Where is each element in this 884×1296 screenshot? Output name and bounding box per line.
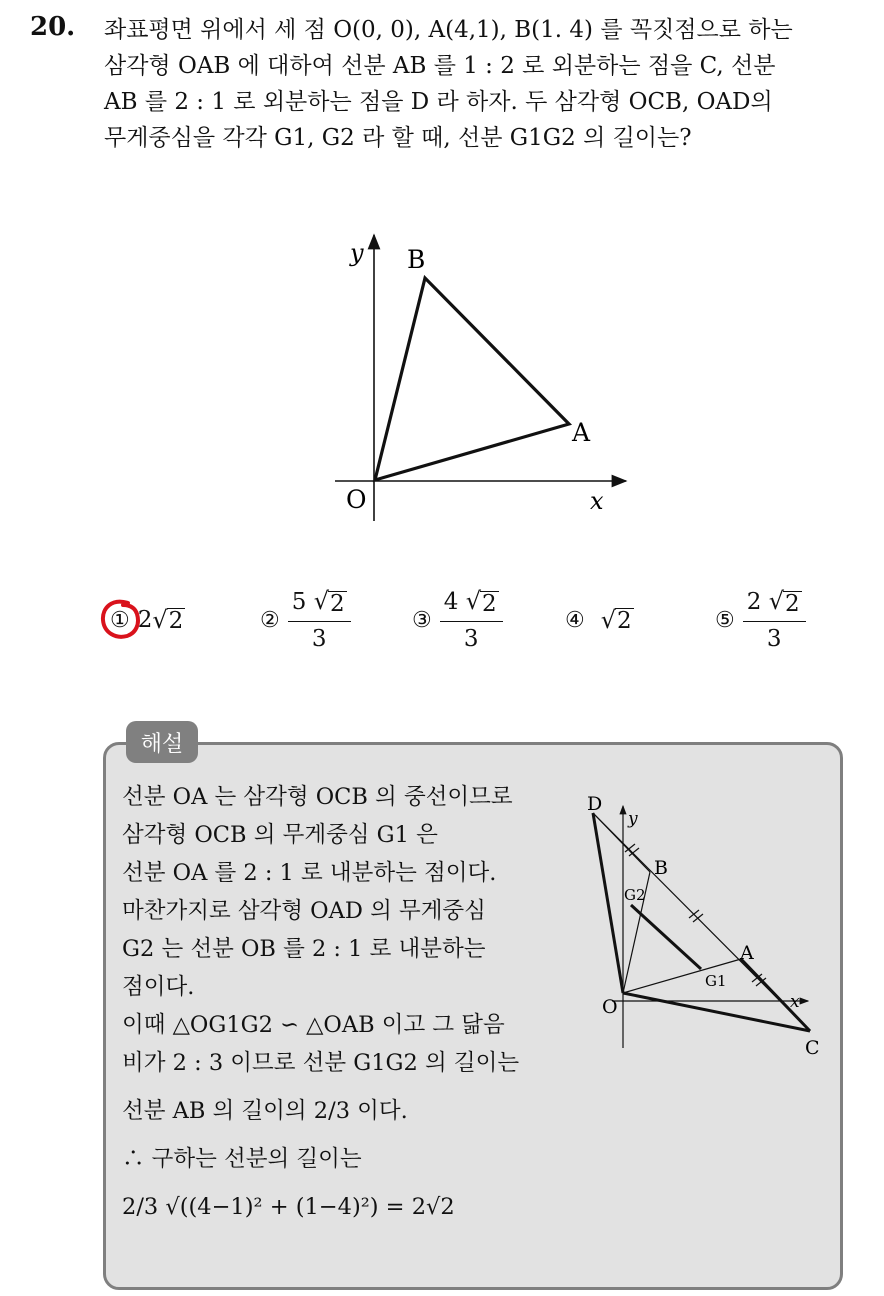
choice-4[interactable] <box>565 585 634 655</box>
choice-3[interactable] <box>412 585 503 655</box>
segment-g1g2 <box>631 905 701 969</box>
choice-3-den: 3 <box>463 626 479 653</box>
choice-3-number: ③ <box>412 607 432 633</box>
solution-label-b: B <box>654 857 668 879</box>
solution-label-x: x <box>790 992 800 1012</box>
solution-line-6: 점이다. <box>122 974 195 1000</box>
solution-line-8: 비가 2 : 3 이므로 선분 G1G2 의 길이는 <box>122 1050 520 1076</box>
x-axis-label: x <box>590 487 604 515</box>
segment-oc <box>623 993 810 1031</box>
answer-choices <box>100 585 820 665</box>
choice-5-number: ⑤ <box>715 607 735 633</box>
solution-label-a: A <box>740 942 754 964</box>
solution-text <box>122 778 572 1236</box>
choice-4-number: ④ <box>565 607 585 633</box>
choice-4-sqrt: √ 2 <box>600 605 632 634</box>
solution-line-5: G2 는 선분 OB 를 2 : 1 로 내분하는 <box>122 936 486 962</box>
solution-line-9: 선분 AB 의 길이의 2/3 이다. <box>122 1098 408 1124</box>
choice-3-coef: 4 <box>443 588 459 615</box>
y-axis-label: y <box>350 239 364 267</box>
solution-line-3: 선분 OA 를 2 : 1 로 내분하는 점이다. <box>122 860 497 886</box>
choice-2-fraction: 5 √ 2 3 <box>288 589 351 651</box>
question-line-2: 삼각형 OAB 에 대하여 선분 AB 를 1 : 2 로 외분하는 점을 C, 선분 <box>104 53 776 79</box>
choice-1-sqrt: √ 2 <box>152 605 184 634</box>
point-a-label: A <box>572 418 591 447</box>
solution-label-o: O <box>602 996 618 1018</box>
choice-5-coef: 2 <box>746 588 762 615</box>
choice-1-radicand: 2 <box>168 607 184 634</box>
question-line-3: AB 를 2 : 1 로 외분하는 점을 D 라 하자. 두 삼각형 OCB, OAD의 <box>104 89 773 115</box>
solution-label-c: C <box>805 1037 820 1059</box>
question-line-1: 좌표평면 위에서 세 점 O(0, 0), A(4,1), B(1. 4) 를 꼭짓점으로 하는 <box>104 17 793 43</box>
triangle-oab <box>375 278 569 480</box>
point-b-label: B <box>407 245 426 274</box>
choice-5-radicand: 2 <box>784 590 800 617</box>
question-number: 20. <box>30 12 76 42</box>
solution-figure <box>584 788 834 1068</box>
solution-line-1: 선분 OA 는 삼각형 OCB 의 중선이므로 <box>122 784 513 810</box>
choice-2[interactable] <box>260 585 351 655</box>
choice-2-number: ② <box>260 607 280 633</box>
solution-line-10: ∴ 구하는 선분의 길이는 <box>122 1146 362 1172</box>
choice-2-den: 3 <box>311 626 327 653</box>
question-line-4: 무게중심을 각각 G1, G2 라 할 때, 선분 G1G2 의 길이는? <box>104 125 692 151</box>
choice-2-coef: 5 <box>291 588 307 615</box>
solution-line-7: 이때 △OG1G2 ∽ △OAB 이고 그 닮음 <box>122 1012 505 1038</box>
choice-1-coef: 2 <box>137 607 153 633</box>
solution-line-11: 2/3 √((4−1)² + (1−4)²) = 2√2 <box>122 1194 455 1220</box>
question-text <box>104 12 864 156</box>
point-o-label: O <box>346 485 367 514</box>
solution-label-g1: G1 <box>705 972 727 990</box>
choice-5[interactable] <box>715 585 806 655</box>
solution-line-4: 마찬가지로 삼각형 OAD 의 무게중심 <box>122 898 486 924</box>
solution-label-y: y <box>628 809 638 829</box>
solution-label-g2: G2 <box>624 886 646 904</box>
choice-3-radicand: 2 <box>481 590 497 617</box>
solution-label-d: D <box>587 793 603 815</box>
solution-line-2: 삼각형 OCB 의 무게중심 G1 은 <box>122 822 438 848</box>
choice-2-radicand: 2 <box>329 590 345 617</box>
triangle-oab-figure <box>320 225 640 535</box>
choice-4-radicand: 2 <box>617 607 632 634</box>
choice-1[interactable] <box>110 585 185 655</box>
solution-tag: 해설 <box>126 721 198 763</box>
choice-3-fraction: 4 √ 2 3 <box>440 589 503 651</box>
choice-1-number: ① <box>110 607 130 633</box>
choice-5-fraction: 2 √ 2 3 <box>743 589 806 651</box>
choice-5-den: 3 <box>766 626 782 653</box>
